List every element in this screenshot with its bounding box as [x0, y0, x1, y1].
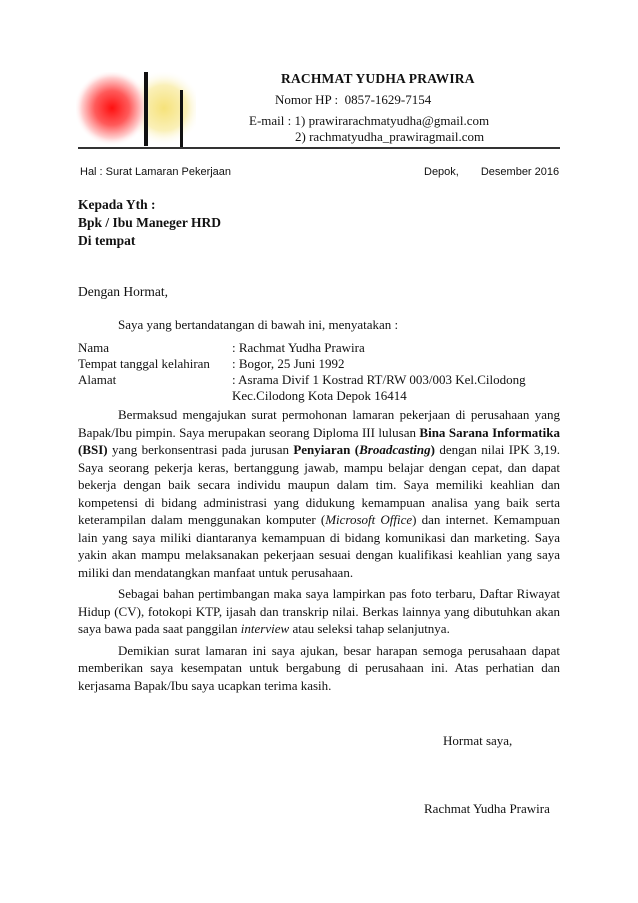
identity-label: Nama [78, 340, 110, 355]
recipient-line-1: Kepada Yth : [78, 197, 156, 212]
p1-major [293, 442, 435, 457]
identity-value: : Asrama Divif 1 Kostrad RT/RW 003/003 Kel.Cilodong [232, 372, 526, 387]
p1-school-name: Bina Sarana Informatika (BSI) [78, 424, 560, 457]
p1-text-i: ) dan internet. Kemampuan lain yang saya miliki diantaranya kemampuan di bidang komunikasi dan marketing. Saya yakin akan mampu melaksanakan pekerjaan sesuai dengan kualifikasi keahlian yang saya miliki dan mendatangkan manfaat untuk perusahaan. [78, 512, 560, 580]
letter-place-date [424, 166, 559, 178]
p1-text-a: Bermaksud mengajukan surat permohonan lamaran pekerjaan di perusahaan yang Bapak/Ibu pimpin. Saya merupakan seorang Diploma III lulusan [78, 407, 560, 440]
p1-text-c: yang berkonsentrasi pada jurusan [107, 442, 294, 457]
letterhead-divider [78, 147, 560, 149]
letterhead-name: RACHMAT YUDHA PRAWIRA [281, 71, 475, 86]
p1-text-g: dengan nilai IPK 3,19. Saya seorang pekerja keras, bertanggung jawab, mampu belajar dengan cepat, dan dapat bekerja dengan baik secara individu maupun dalam tim. Saya memiliki keahlian dan kompetensi di bidang administrasi yang didukung kemampuan analisa yang baik serta keterampilan dalam menggunakan komputer ( [78, 442, 561, 527]
letterhead-logo [76, 72, 196, 152]
letterhead-email-2 [295, 129, 484, 145]
identity-value: : Rachmat Yudha Prawira [232, 340, 365, 355]
identity-label [78, 388, 232, 404]
p1-software: Microsoft Office [325, 512, 413, 527]
closing-salutation: Hormat saya, [443, 733, 513, 748]
body-paragraph-1 [78, 406, 560, 581]
letter-date: Desember 2016 [480, 166, 560, 178]
identity-label: Tempat tanggal kelahiran [78, 356, 210, 371]
p1-major-name: Penyiaran ( [293, 442, 360, 457]
p1-major-english: Broadcasting [359, 442, 431, 457]
email-address-1: prawirarachmatyudha@gmail.com [308, 113, 490, 128]
body-paragraph-2 [78, 585, 560, 638]
p2-text-c: atau seleksi tahap selanjutnya. [289, 621, 450, 636]
letterhead-email-1 [249, 113, 489, 129]
body-paragraph-3: Demikian surat lamaran ini saya ajukan, besar harapan semoga perusahaan dapat memberikan saya kesempatan untuk bergabung di perusahaan ini. Atas perhatian dan kerjasama Bapak/Ibu saya ucapkan terima kasih. [78, 642, 560, 693]
recipient-line-3: Di tempat [78, 233, 136, 248]
letter-subject: Hal : Surat Lamaran Pekerjaan [80, 166, 232, 178]
letterhead-phone [275, 92, 431, 108]
phone-label: Nomor HP : [275, 92, 339, 107]
identity-row [78, 340, 526, 356]
p2-text-a: Sebagai bahan pertimbangan maka saya lampirkan pas foto terbaru, Daftar Riwayat Hidup (CV), fotokopi KTP, ijasah dan transkrip nilai. Berkas lainnya yang dibutuhkan akan saya bawa pada saat panggilan [78, 586, 560, 636]
p2-interview: interview [240, 621, 290, 636]
letter-body [78, 406, 560, 698]
phone-number: 0857-1629-7154 [344, 92, 432, 107]
recipient-block [78, 196, 221, 250]
greeting: Dengan Hormat, [78, 284, 168, 299]
email-label: E-mail : 1) [249, 113, 306, 128]
identity-row [78, 356, 526, 372]
email-2-prefix: 2) [295, 129, 306, 144]
letter-place: Depok, [424, 166, 459, 178]
identity-table [78, 340, 526, 404]
identity-value: Kec.Cilodong Kota Depok 16414 [232, 388, 407, 403]
identity-value: : Bogor, 25 Juni 1992 [232, 356, 345, 371]
identity-row [78, 372, 526, 388]
p1-major-close: ) [430, 442, 435, 457]
intro-line: Saya yang bertandatangan di bawah ini, menyatakan : [118, 317, 399, 332]
identity-label: Alamat [78, 372, 117, 387]
signer-name: Rachmat Yudha Prawira [424, 801, 550, 816]
email-address-2: rachmatyudha_prawiragmail.com [309, 129, 485, 144]
recipient-line-2: Bpk / Ibu Maneger HRD [78, 215, 222, 230]
identity-row [78, 388, 526, 404]
